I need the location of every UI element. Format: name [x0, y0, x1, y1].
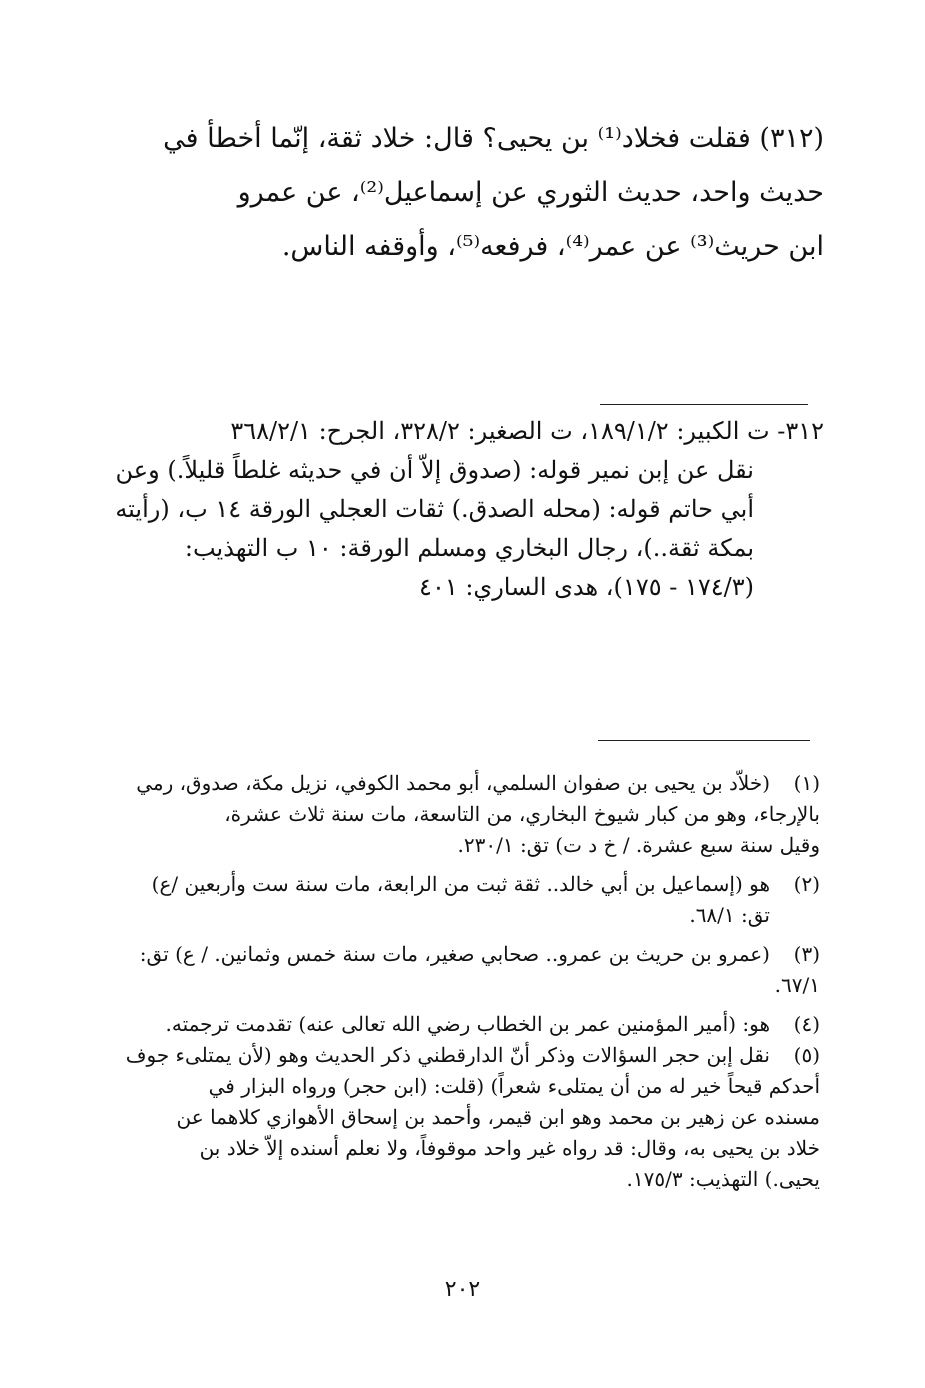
main-line: (٣١٢) فقلت فخلاد⁽¹⁾ بن يحيى؟ قال: خلاد ثقة، إنّما أخطأ في [163, 123, 824, 154]
footnote-line: (عمرو بن حريث بن عمرو.. صحابي صغير، مات سنة خمس وثمانين. / ع) تق: [139, 942, 770, 966]
footnote-line: أحدكم قيحاً خير له من أن يمتلىء شعراً) (قلت: (ابن حجر) ورواه البزار في [208, 1074, 820, 1098]
source-references [110, 412, 824, 607]
main-paragraph [110, 112, 824, 274]
source-line: (١٧٤/٣ - ١٧٥)، هدى الساري: ٤٠١ [419, 573, 754, 601]
footnote [104, 1009, 820, 1040]
footnote-line: ٦٧/١. [774, 973, 820, 997]
footnote-number: (٥) [793, 1043, 820, 1067]
footnotes [104, 768, 820, 1195]
footnote-number: (٤) [793, 1012, 820, 1036]
footnote-line: يحيى.) التهذيب: ١٧٥/٣. [626, 1167, 820, 1191]
footnote-line: خلاد بن يحيى به، وقال: قد رواه غير واحد موقوفاً، ولا نعلم أسنده إلاّ خلاد بن [199, 1136, 820, 1160]
main-line: حديث واحد، حديث الثوري عن إسماعيل⁽²⁾، عن عمرو [237, 177, 824, 208]
footnote-number: (١) [793, 771, 820, 795]
page-number: ٢٠٢ [444, 1277, 481, 1302]
footnote [104, 869, 820, 931]
footnote-number: (٣) [793, 942, 820, 966]
source-line: ٣١٢- ت الكبير: ١٨٩/١/٢، ت الصغير: ٣٢٨/٢، الجرح: ٣٦٨/٢/١ [230, 417, 824, 445]
source-line: بمكة ثقة..)، رجال البخاري ومسلم الورقة: ١٠ ب التهذيب: [184, 534, 754, 562]
source-line: نقل عن إبن نمير قوله: (صدوق إلاّ أن في حديثه غلطاً قليلاً.) وعن [115, 456, 754, 484]
footnote [104, 768, 820, 861]
footnote-line: تق: ٦٨/١. [689, 903, 770, 927]
footnote-line: نقل إبن حجر السؤالات وذكر أنّ الدارقطني ذكر الحديث وهو (لأن يمتلىء جوف [125, 1043, 770, 1067]
footnote-line: وقيل سنة سبع عشرة. / خ د ت) تق: ٢٣٠/١. [457, 833, 820, 857]
footnote-line: (خلاّد بن يحيى بن صفوان السلمي، أبو محمد الكوفي، نزيل مكة، صدوق، رمي [136, 771, 770, 795]
source-line: أبي حاتم قوله: (محله الصدق.) ثقات العجلي الورقة ١٤ ب، (رأيته [115, 495, 754, 523]
footnote [104, 1040, 820, 1195]
main-line: ابن حريث⁽³⁾ عن عمر⁽⁴⁾، فرفعه⁽⁵⁾، وأوقفه الناس. [281, 231, 824, 262]
separator-line [600, 404, 808, 405]
footnote-number: (٢) [793, 872, 820, 896]
footnote [104, 939, 820, 1001]
footnote-line: مسنده عن زهير بن محمد وهو ابن قيمر، وأحمد بن إسحاق الأهوازي كلاهما عن [176, 1105, 820, 1129]
separator-line [598, 740, 810, 741]
footnote-line: هو: (أمير المؤمنين عمر بن الخطاب رضي الله تعالى عنه) تقدمت ترجمته. [165, 1012, 770, 1036]
footnote-line: هو (إسماعيل بن أبي خالد.. ثقة ثبت من الرابعة، مات سنة ست وأربعين /ع) [151, 872, 770, 896]
footnote-line: بالإرجاء، وهو من كبار شيوخ البخاري، من التاسعة، مات سنة ثلاث عشرة، [224, 802, 820, 826]
